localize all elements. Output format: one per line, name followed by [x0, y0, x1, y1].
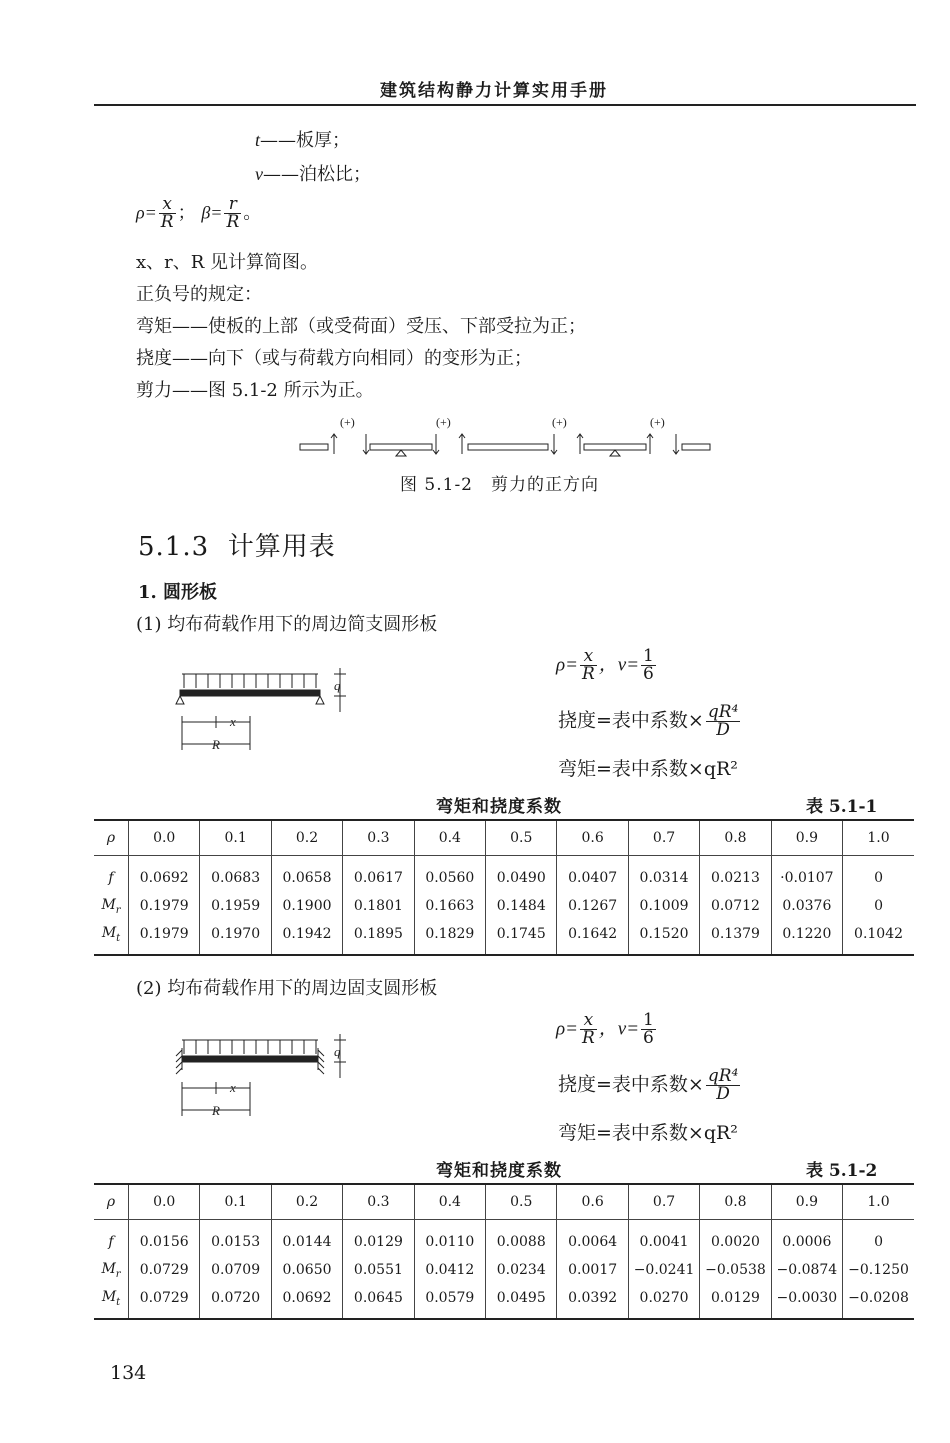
table-cell: 0.1900: [271, 892, 342, 920]
note-sign-title: 正负号的规定：: [136, 284, 262, 305]
case2-load-arrows: [184, 1040, 316, 1054]
case1-R-label: R: [212, 737, 220, 752]
case1-deflection-formula: 挠度=表中系数× $\frac{\text{qR⁴}}{D}$: [558, 702, 739, 740]
figure-caption: 图 5.1-2 剪力的正方向: [400, 475, 599, 495]
case2-fixed-support-left: [176, 1048, 182, 1074]
table-cell: 0.1484: [486, 892, 557, 920]
table-cell: ·0.0107: [771, 856, 842, 893]
table-cell: 0: [843, 856, 914, 893]
column-header: 0.1: [200, 821, 271, 856]
case1-title: (1) 均布荷载作用下的周边简支圆形板: [136, 614, 438, 635]
case2-moment-formula: 弯矩=表中系数×qR²: [558, 1122, 738, 1144]
table-cell: 0.0683: [200, 856, 271, 893]
column-header: 0.1: [200, 1185, 271, 1220]
plus-label-3: (+): [552, 415, 567, 429]
column-header: 0.8: [700, 1185, 771, 1220]
table-cell: 0.0110: [414, 1220, 485, 1257]
column-header: 0.9: [771, 821, 842, 856]
table-cell: 0.0314: [628, 856, 699, 893]
table-cell: 0.1520: [628, 920, 699, 954]
table-cell: 0.1745: [486, 920, 557, 954]
case1-load-arrows: [184, 674, 316, 688]
table-cell: 0.0088: [486, 1220, 557, 1257]
table-cell: 0.0692: [129, 856, 200, 893]
case1-rho-formula: ρ= $\frac{x}{R}$ ，ν= $\frac{1}{6}$: [556, 646, 654, 684]
table2-number: 表 5.1-2: [806, 1161, 878, 1181]
table-row: [94, 856, 914, 893]
table-cell: 0.0617: [343, 856, 414, 893]
table-cell: 0.0129: [700, 1284, 771, 1318]
table-cell: 0.0720: [200, 1284, 271, 1318]
table-cell: 0.0129: [343, 1220, 414, 1257]
column-header: 0.6: [557, 1185, 628, 1220]
note-moment: 弯矩——使板的上部（或受荷面）受压、下部受拉为正；: [136, 316, 586, 337]
header-rule: [94, 104, 916, 106]
case1-plate: [180, 690, 320, 696]
table-cell: 0.0551: [343, 1256, 414, 1284]
table-cell: 0.1959: [200, 892, 271, 920]
table-cell: 0.0729: [129, 1256, 200, 1284]
table-cell: 0.1267: [557, 892, 628, 920]
definition-nu: ν——泊松比；: [255, 164, 371, 185]
table-cell: 0.0407: [557, 856, 628, 893]
table-cell: 0.0490: [486, 856, 557, 893]
table-cell: 0.0645: [343, 1284, 414, 1318]
case2-fixed-support-right: [318, 1048, 324, 1074]
row-label: $M_t$: [101, 1288, 121, 1308]
ratio-formula: ρ= $\frac{x}{R}$ ； β= $\frac{r}{R}$ 。: [136, 194, 262, 232]
table-cell: 0.0579: [414, 1284, 485, 1318]
segment-3: [468, 444, 548, 450]
table1-header-row: [94, 821, 914, 856]
row-label: $M_t$: [101, 924, 121, 944]
table-cell: 0.1895: [343, 920, 414, 954]
table-cell: −0.0538: [700, 1256, 771, 1284]
case2-rho-formula: ρ= $\frac{x}{R}$ ，ν= $\frac{1}{6}$: [556, 1010, 654, 1048]
case1-support-right: [316, 696, 324, 704]
table-cell: 0.0017: [557, 1256, 628, 1284]
running-head: 建筑结构静力计算实用手册: [380, 81, 608, 101]
table2: [94, 1185, 914, 1318]
table-cell: 0.0376: [771, 892, 842, 920]
case2-diagram: [170, 1028, 360, 1120]
segment-4: [584, 444, 646, 450]
segment-1: [300, 444, 328, 450]
table-cell: 0.1979: [129, 920, 200, 954]
plus-label-4: (+): [650, 415, 665, 429]
plus-label-2: (+): [436, 415, 451, 429]
table-cell: 0.1663: [414, 892, 485, 920]
column-header: 0.4: [414, 821, 485, 856]
table-cell: 0.1801: [343, 892, 414, 920]
row-label: f: [108, 870, 114, 886]
column-header: 0.3: [343, 1185, 414, 1220]
table-cell: 0.1829: [414, 920, 485, 954]
column-header-rho: ρ: [94, 821, 129, 856]
column-header: 0.7: [628, 821, 699, 856]
table-cell: −0.1250: [843, 1256, 914, 1284]
table-cell: −0.0208: [843, 1284, 914, 1318]
table-cell: 0.0729: [129, 1284, 200, 1318]
table-cell: 0.0153: [200, 1220, 271, 1257]
table-cell: 0.0560: [414, 856, 485, 893]
column-header: 0.7: [628, 1185, 699, 1220]
table-cell: 0.1942: [271, 920, 342, 954]
table1: [94, 821, 914, 954]
case1-x-label: x: [230, 714, 236, 729]
table-cell: 0.0234: [486, 1256, 557, 1284]
row-label: $M_r$: [101, 1260, 121, 1280]
table-cell: 0.0412: [414, 1256, 485, 1284]
column-header-rho: ρ: [94, 1185, 129, 1220]
table-cell: −0.0241: [628, 1256, 699, 1284]
table-row: [94, 1284, 914, 1318]
case1-q-label: q: [334, 678, 341, 693]
table-cell: 0.0712: [700, 892, 771, 920]
column-header: 0.5: [486, 821, 557, 856]
column-header: 1.0: [843, 1185, 914, 1220]
table-cell: 0.0064: [557, 1220, 628, 1257]
rho-fraction: $\frac{x}{R}$: [160, 194, 174, 232]
column-header: 0.9: [771, 1185, 842, 1220]
table2-title: 弯矩和挠度系数: [436, 1161, 562, 1181]
support-1: [396, 450, 406, 456]
table-cell: 0.1642: [557, 920, 628, 954]
table-cell: 0.1042: [843, 920, 914, 954]
plus-label-1: (+): [340, 415, 355, 429]
table-row: [94, 1256, 914, 1284]
column-header: 1.0: [843, 821, 914, 856]
section-heading: 5.1.3 计算用表: [138, 532, 336, 562]
support-2: [610, 450, 620, 456]
table-cell: 0.1220: [771, 920, 842, 954]
column-header: 0.3: [343, 821, 414, 856]
segment-5: [682, 444, 710, 450]
case1-moment-formula: 弯矩=表中系数×qR²: [558, 758, 738, 780]
table-cell: 0.0144: [271, 1220, 342, 1257]
note-deflection: 挠度——向下（或与荷载方向相同）的变形为正；: [136, 348, 532, 369]
table-row: [94, 1220, 914, 1257]
column-header: 0.5: [486, 1185, 557, 1220]
column-header: 0.4: [414, 1185, 485, 1220]
case2-plate: [182, 1056, 318, 1062]
table-cell: 0.0392: [557, 1284, 628, 1318]
table-cell: 0.0270: [628, 1284, 699, 1318]
column-header: 0.2: [271, 1185, 342, 1220]
row-label: f: [108, 1234, 114, 1250]
column-header: 0.0: [129, 821, 200, 856]
case2-q-label: q: [334, 1044, 341, 1059]
case2-deflection-formula: 挠度=表中系数× $\frac{\text{qR⁴}}{D}$: [558, 1066, 739, 1104]
table-cell: 0.1379: [700, 920, 771, 954]
table-cell: 0.0213: [700, 856, 771, 893]
table1-number: 表 5.1-1: [806, 797, 878, 817]
table-cell: 0.0709: [200, 1256, 271, 1284]
table1-title: 弯矩和挠度系数: [436, 797, 562, 817]
table-cell: 0.0006: [771, 1220, 842, 1257]
column-header: 0.6: [557, 821, 628, 856]
table-cell: 0.1970: [200, 920, 271, 954]
case2-title: (2) 均布荷载作用下的周边固支圆形板: [136, 978, 438, 999]
table-cell: 0.0041: [628, 1220, 699, 1257]
table-cell: 0.0658: [271, 856, 342, 893]
table-cell: 0: [843, 892, 914, 920]
table-cell: 0.0156: [129, 1220, 200, 1257]
definition-t: t——板厚；: [255, 130, 351, 151]
subsection-heading: 1. 圆形板: [138, 582, 218, 603]
note-xrR: x、r、R 见计算简图。: [136, 252, 319, 273]
table-cell: 0.0020: [700, 1220, 771, 1257]
page-number: 134: [110, 1362, 147, 1384]
table-cell: 0.0495: [486, 1284, 557, 1318]
column-header: 0.8: [700, 821, 771, 856]
shear-sign-figure: [290, 410, 730, 466]
table1-bottom-rule: [94, 954, 914, 956]
table2-bottom-rule: [94, 1318, 914, 1320]
table2-header-row: [94, 1185, 914, 1220]
table-cell: 0.1979: [129, 892, 200, 920]
table-cell: 0: [843, 1220, 914, 1257]
segment-2: [370, 444, 432, 450]
table-row: [94, 892, 914, 920]
table-row: [94, 920, 914, 954]
column-header: 0.0: [129, 1185, 200, 1220]
case1-diagram: [170, 662, 360, 754]
beta-fraction: $\frac{r}{R}$: [226, 194, 240, 232]
table-cell: 0.0650: [271, 1256, 342, 1284]
case1-support-left: [176, 696, 184, 704]
case2-x-label: x: [230, 1080, 236, 1095]
note-shear: 剪力——图 5.1-2 所示为正。: [136, 380, 374, 401]
column-header: 0.2: [271, 821, 342, 856]
case2-R-label: R: [212, 1103, 220, 1118]
table-cell: 0.1009: [628, 892, 699, 920]
table-cell: −0.0874: [771, 1256, 842, 1284]
table-cell: −0.0030: [771, 1284, 842, 1318]
table-cell: 0.0692: [271, 1284, 342, 1318]
row-label: $M_r$: [101, 896, 121, 916]
